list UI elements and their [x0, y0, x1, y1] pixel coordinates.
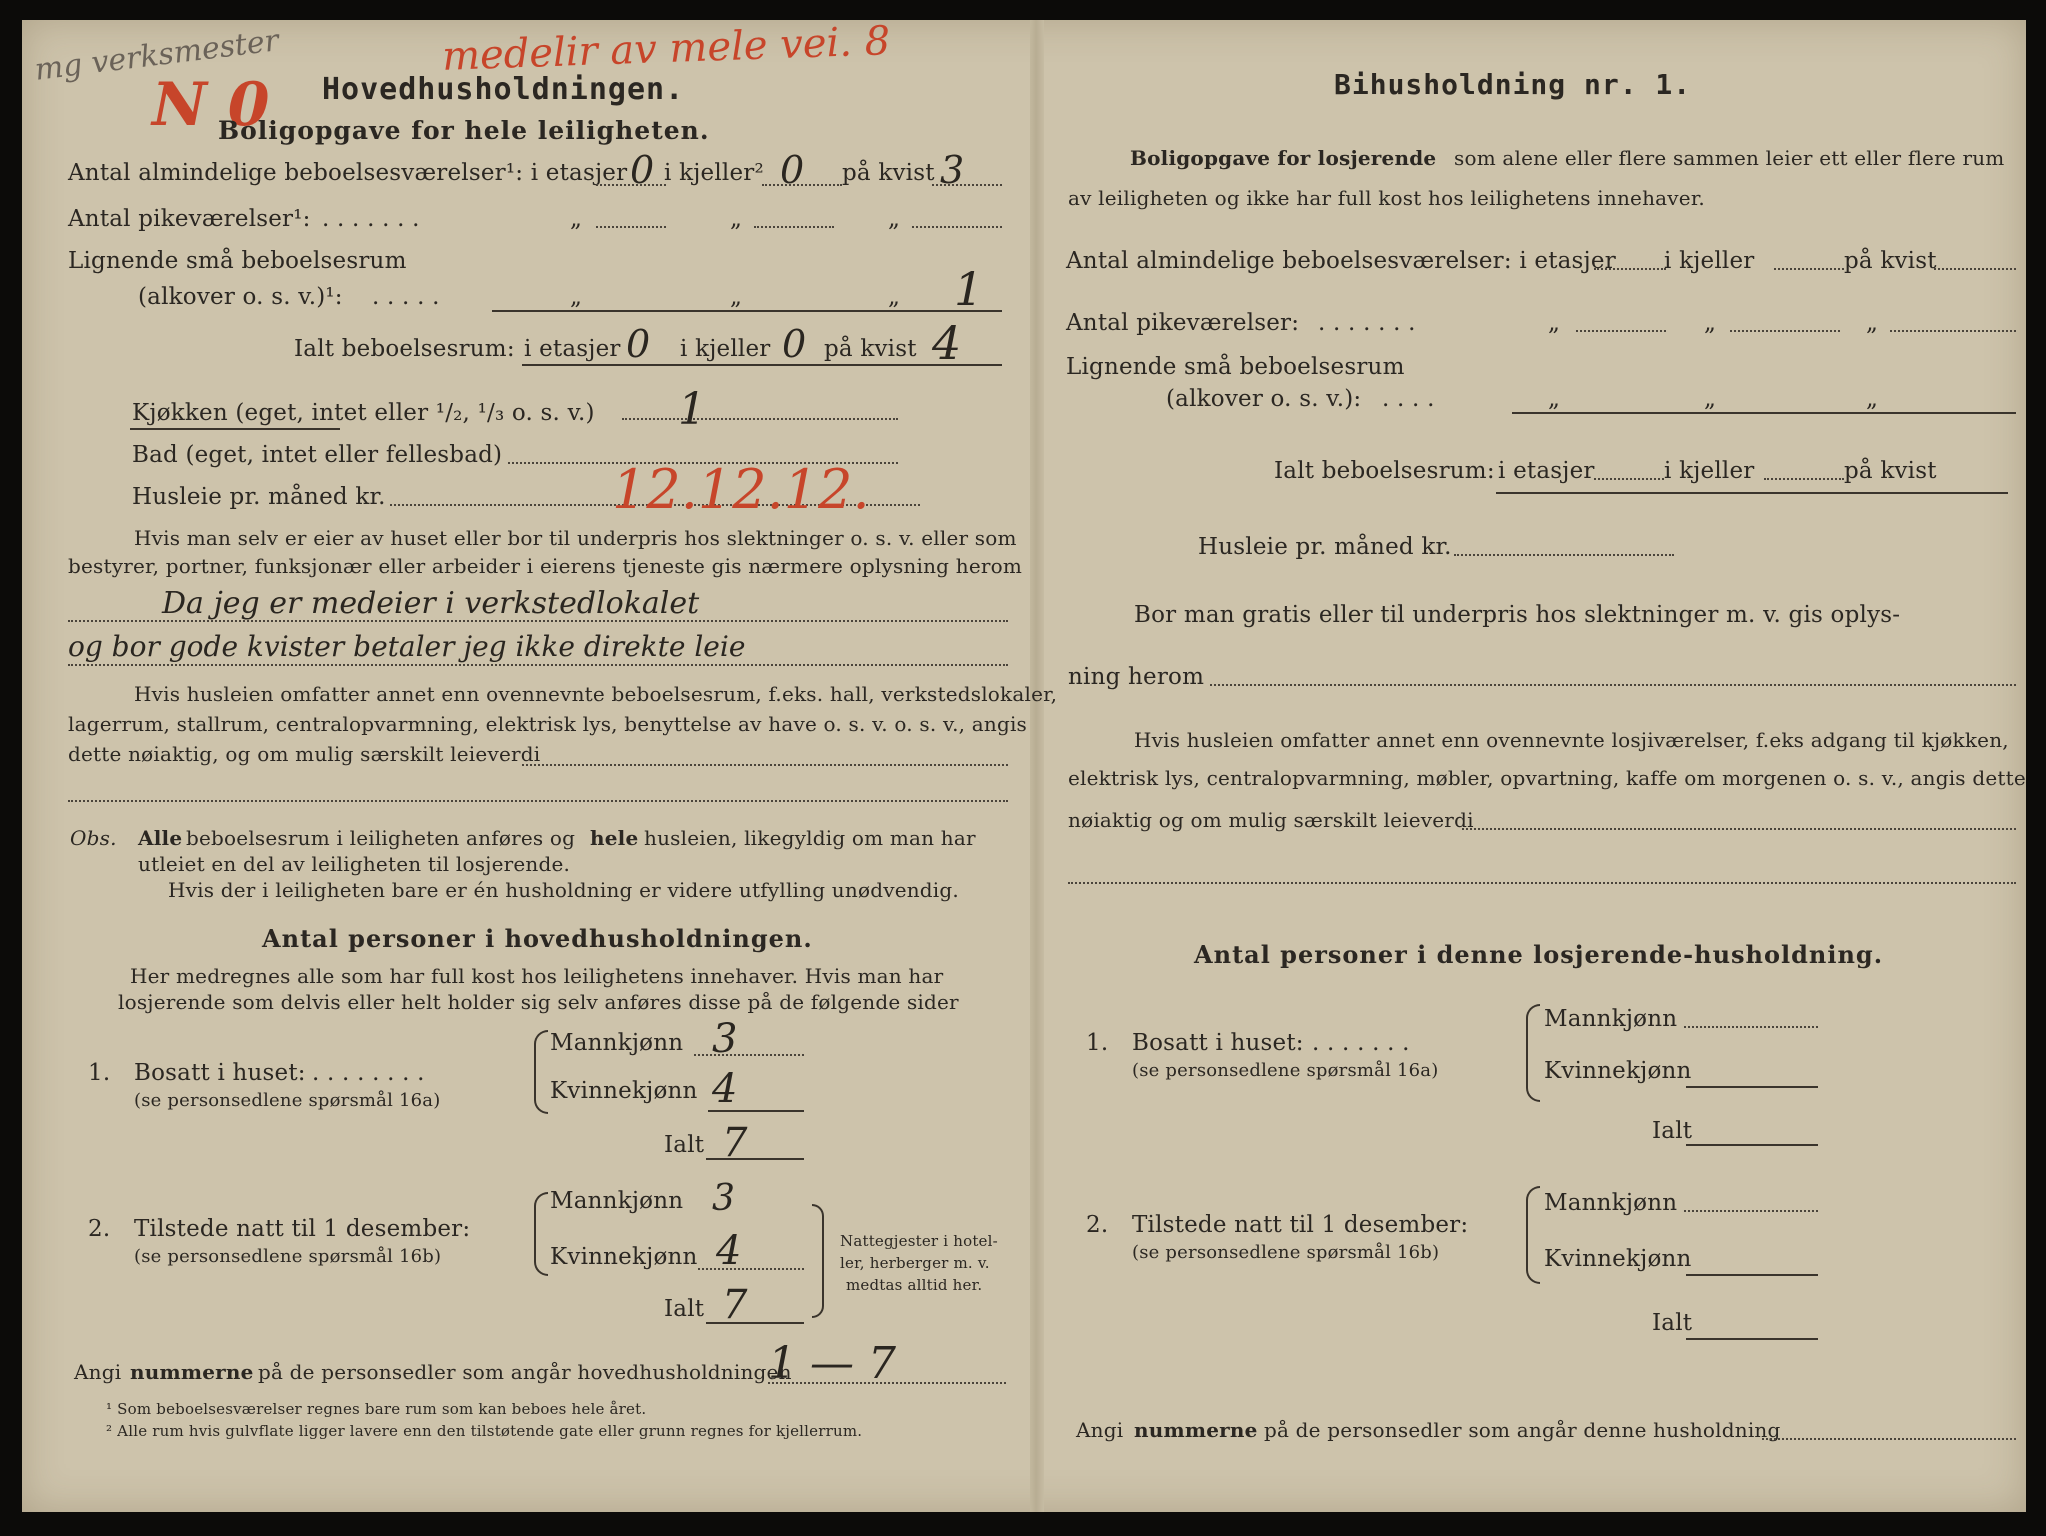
left-row1-etasjer-value: 0: [630, 148, 655, 192]
right-row2-label: Antal pikeværelser:: [1066, 310, 1300, 336]
left-subtitle: Boligopgave for hele leiligheten.: [218, 116, 710, 145]
right-gratis-2: ning herom: [1068, 664, 1205, 690]
left-q2-label: Tilstede natt til 1 desember:: [134, 1216, 471, 1242]
left-personer-title: Antal personer i hovedhusholdningen.: [262, 924, 813, 953]
left-row1-kvist: på kvist: [842, 160, 935, 186]
right-q1-label: Bosatt i huset:: [1132, 1030, 1304, 1056]
right-row3-label-a: Lignende små beboelsesrum: [1066, 354, 1405, 380]
red-annotation: medelir av mele vei. 8: [441, 18, 891, 80]
left-ialt-kvist-value: 4: [932, 316, 962, 370]
left-omfatter-3: dette nøiaktig, og om mulig særskilt leieverdi: [68, 742, 541, 766]
page-fold: [1030, 20, 1044, 1512]
red-mark: N 0: [152, 70, 270, 140]
right-personer-title: Antal personer i denne losjerende-husholdning.: [1194, 940, 1884, 969]
left-personer-1: Her medregnes alle som har full kost hos leilighetens innehaver. Hvis man har: [130, 964, 944, 988]
left-husleie-value: 12.12.12.: [612, 458, 870, 521]
footnote-2: ² Alle rum hvis gulvflate ligger lavere enn den tilstøtende gate eller grunn regnes for kjellerrum.: [106, 1422, 863, 1440]
left-handwritten-1: Da jeg er medeier i verkstedlokalet: [162, 586, 700, 621]
left-row1-kjeller: i kjeller²: [664, 160, 764, 186]
footnote-1: ¹ Som beboelsesværelser regnes bare rum som kan beboes hele året.: [106, 1400, 647, 1418]
left-husleie-label: Husleie pr. måned kr.: [132, 484, 386, 510]
left-angi-value: 1 — 7: [768, 1338, 896, 1389]
census-form-sheet: mg verksmester medelir av mele vei. 8 N 0 Hovedhusholdningen. Boligopgave for hele leiligheten. Antal almindelige beboelsesværelser¹: i etasjer 0 i kjeller² 0 på kvist 3 Antal pikeværelser¹: . . . . . . . „ „ „ Lignende små beboelsesrum (alkover o. s. v.)¹: . . . . . „ „ „ 1 Ialt beboelsesrum: i etasjer 0 i kjeller 0 på kvist 4 Kjøkken (eget, intet eller ¹/₂, ¹/₃ o. s. v.) 1 Bad (eget, intet eller fellesbad) Husleie pr. måned kr. 12.12.12. Hvis man selv er eier av huset eller bor til underpris hos slektninger o. s. v. eller som bestyrer, portner, funksjonær eller arbeider i eierens tjeneste gis nærmere oplysning herom Da jeg er medeier i verkstedlokalet og bor gode kvister betaler jeg ikke direkte leie Hvis husleien omfatter annet enn ovennevnte beboelsesrum, f.eks. hall, verkstedslokaler, lagerrum, stallrum, centralopvarmning, elektrisk lys, benyttelse av have o. s. v. o. s. v., angis dette nøiaktig, og om mulig særskilt leieverdi Obs. Alle beboelsesrum i leiligheten anføres og hele husleien, likegyldig om man har utleiet en del av leiligheten til losjerende. Hvis der i leiligheten bare er én husholdning er videre utfylling unødvendig. Antal personer i hovedhusholdningen. Her medregnes alle som har full kost hos leilighetens innehaver. Hvis man har losjerende som delvis eller helt holder sig selv anføres disse på de følgende sider 1. Bosatt i huset: . . . . . . . . (se personsedlene spørsmål 16a) Mannkjønn 3 Kvinnekjønn 4 Ialt 7 2. Tilstede natt til 1 desember: (se personsedlene spørsmål 16b) Mannkjønn 3 Kvinnekjønn 4 Ialt 7 Nattegjester i hotel- ler, herberger m. v. medtas alltid her. Angi nummerne på de personsedler som angår hovedhusholdningen 1 — 7 ¹ Som beboelsesværelser regnes bare rum som kan beboes hele året. ² Alle rum hvis gulvflate ligger lavere enn den tilstøtende gate eller grunn regnes for kjellerrum. Bihusholdning nr. 1. Boligopgave for losjerende som alene eller flere sammen leier ett eller flere rum av leiligheten og ikke har full kost hos leilighetens innehaver. Antal almindelige beboelsesværelser: i etasjer i kjeller på kvist Antal pikeværelser: . . . . . . . „ „ „ Lignende små beboelsesrum (alkover o. s. v.): . . . . „ „ „ Ialt beboelsesrum: i etasjer i kjeller på kvist Husleie pr. måned kr. Bor man gratis eller til underpris hos slektninger m. v. gis oplys- ning herom Hvis husleien omfatter annet enn ovennevnte losjiværelser, f.eks adgang til kjøkken, elektrisk lys, centralopvarmning, møbler, opvartning, kaffe om morgenen o. s. v., angis dette nøiaktig og om mulig særskilt leieverdi Antal personer i denne losjerende-husholdning. 1. Bosatt i huset: . . . . . . . (se personsedlene spørsmål 16a) Mannkjønn Kvinnekjønn Ialt 2. Tilstede natt til 1 desember: (se personsedlene spørsmål 16b) Mannkjønn Kvinnekjønn Ialt Angi nummerne på de personsedler som angår denne husholdning: [22, 20, 2026, 1512]
right-row3-label-b: (alkover o. s. v.):: [1166, 386, 1362, 412]
left-bad-label: Bad (eget, intet eller fellesbad): [132, 442, 503, 468]
left-q1-ialt-value: 7: [722, 1120, 748, 1166]
right-title: Bihusholdning nr. 1.: [1334, 68, 1692, 101]
left-title: Hovedhusholdningen.: [322, 72, 685, 107]
left-ialt-kjeller-value: 0: [782, 322, 807, 366]
right-husleie-label: Husleie pr. måned kr.: [1198, 534, 1452, 560]
right-omfatter-3: nøiaktig og om mulig særskilt leieverdi: [1068, 808, 1474, 832]
left-q2-mann-value: 3: [712, 1178, 735, 1219]
left-obs-2: utleiet en del av leiligheten til losjerende.: [138, 852, 571, 876]
left-row1-label: Antal almindelige beboelsesværelser¹: i etasjer: [68, 160, 628, 186]
left-row2-label: Antal pikeværelser¹:: [68, 206, 311, 232]
left-obs-3: Hvis der i leiligheten bare er én husholdning er videre utfylling unødvendig.: [168, 878, 959, 902]
left-row3-label-b: (alkover o. s. v.)¹:: [138, 284, 343, 310]
left-eier-text-1: Hvis man selv er eier av huset eller bor til underpris hos slektninger o. s. v. eller som: [134, 526, 1017, 550]
left-handwritten-2: og bor gode kvister betaler jeg ikke direkte leie: [68, 630, 746, 663]
left-omfatter-2: lagerrum, stallrum, centralopvarmning, elektrisk lys, benyttelse av have o. s. v. o. s. v., angis: [68, 712, 1028, 736]
left-omfatter-1: Hvis husleien omfatter annet enn ovennevnte beboelsesrum, f.eks. hall, verkstedslokaler,: [134, 682, 1058, 706]
left-q1-mann-value: 3: [712, 1016, 738, 1062]
left-q1-kvinne-value: 4: [712, 1066, 738, 1112]
left-q2-ialt-value: 7: [722, 1282, 748, 1328]
left-kjokken-label: Kjøkken (eget, intet eller ¹/₂, ¹/₃ o. s. v.): [132, 400, 595, 426]
left-q1-label: Bosatt i huset:: [134, 1060, 306, 1086]
left-ialt-label: Ialt beboelsesrum:: [294, 336, 515, 362]
left-eier-text-2: bestyrer, portner, funksjonær eller arbeider i eierens tjeneste gis nærmere oplysning herom: [68, 554, 1023, 578]
faded-annotation: mg verksmester: [32, 23, 281, 88]
left-obs-label: Obs.: [70, 826, 117, 850]
right-ialt-label: Ialt beboelsesrum:: [1274, 458, 1495, 484]
right-row1-label: Antal almindelige beboelsesværelser: i etasjer: [1066, 248, 1616, 274]
left-row1-kjeller-value: 0: [780, 148, 805, 192]
left-q2-kvinne-value: 4: [716, 1228, 742, 1274]
left-row3-kvist-value: 1: [954, 262, 984, 316]
right-omfatter-1: Hvis husleien omfatter annet enn ovennevnte losjiværelser, f.eks adgang til kjøkken,: [1134, 728, 2009, 752]
left-kjokken-value: 1: [678, 384, 706, 435]
right-gratis-1: Bor man gratis eller til underpris hos slektninger m. v. gis oplys-: [1134, 602, 1901, 628]
right-q2-label: Tilstede natt til 1 desember:: [1132, 1212, 1469, 1238]
left-ialt-etasjer-value: 0: [626, 322, 651, 366]
left-personer-2: losjerende som delvis eller helt holder sig selv anføres disse på de følgende sider: [118, 990, 959, 1014]
left-row3-label-a: Lignende små beboelsesrum: [68, 248, 407, 274]
left-row1-kvist-value: 3: [940, 148, 965, 192]
right-omfatter-2: elektrisk lys, centralopvarmning, møbler, opvartning, kaffe om morgenen o. s. v., angis dette: [1068, 766, 2026, 790]
